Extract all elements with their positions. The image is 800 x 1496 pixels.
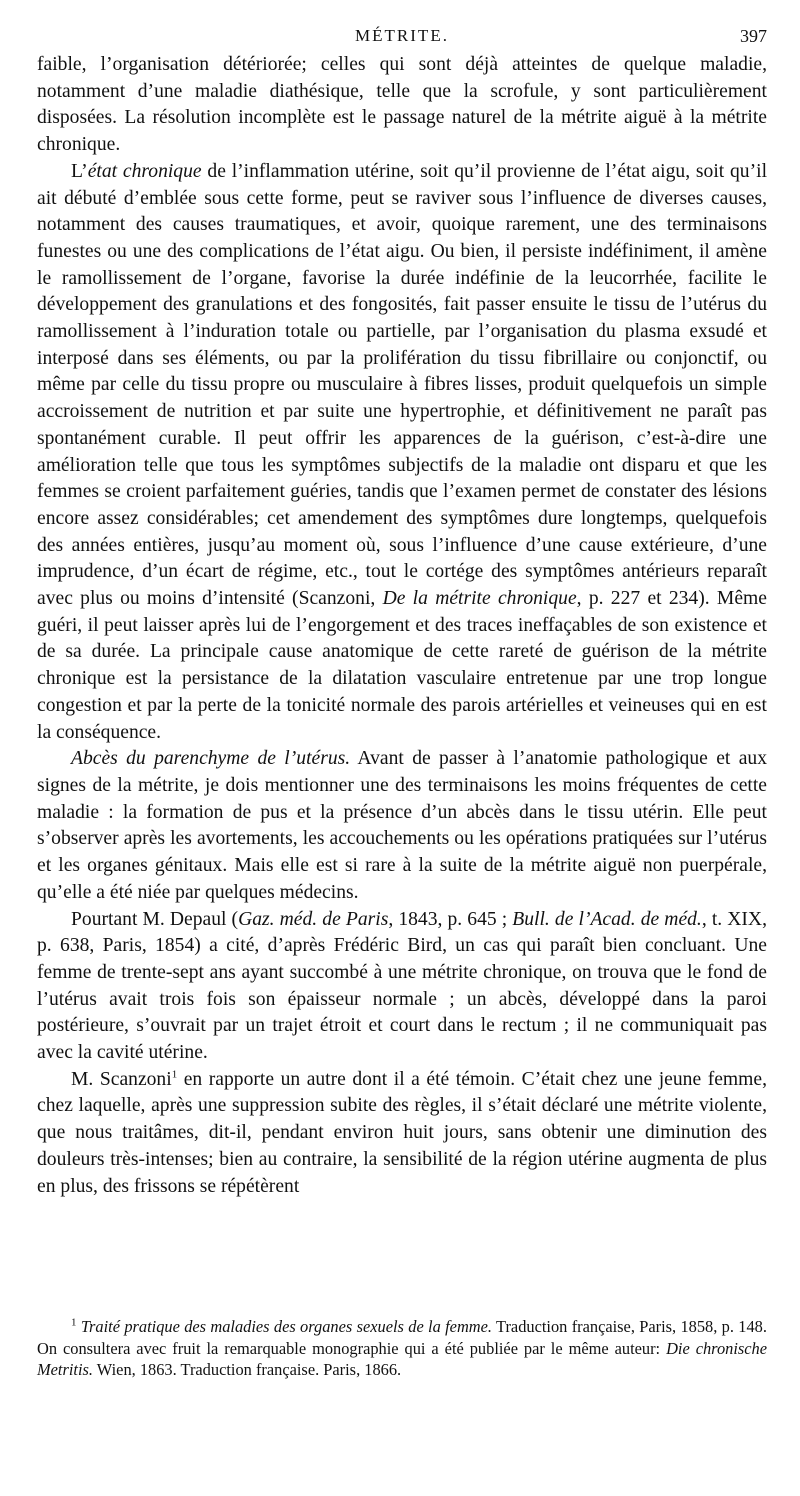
text-run: L’ [71, 160, 88, 182]
text-run: Pourtant M. Depaul ( [71, 908, 239, 930]
italic-text: Gaz. méd. de Paris [238, 908, 389, 930]
italic-text: De la métrite chronique [382, 588, 577, 610]
paragraph [37, 907, 767, 1067]
text-run: , p. 227 et 234). Même guéri, il peut laisser après lui de l’engorgement et des traces ineffaçables de son existence et de sa durée. La principale cause anatomique de cette rareté de guérison de la métrite chronique est la persistance de la dilatation vasculaire entretenue par une trop longue congestion et par la perte de la tonicité normale des parois artérielles et veineuses qui en est la conséquence. [37, 588, 767, 743]
italic-text: Traité pratique des maladies des organes sexuels de la femme. [80, 1317, 492, 1336]
footnotes [37, 1316, 767, 1381]
text-run: , t. XIX, p. 638, Paris, 1854) a cité, d’après Frédéric Bird, un cas qui paraît bien concluant. Une femme de trente-sept ans ayant succombé à une métrite chronique, on trouva que le fond de l’utérus avait trois fois son épaisseur normale ; un abcès, développé dans la paroi postérieure, s’ouvrait par un trajet étroit et court dans le rectum ; il ne communiquait pas avec la cavité utérine. [37, 908, 767, 1064]
italic-text: Die chronische Metritis. [37, 1338, 768, 1379]
italic-text: Abcès du parenchyme de l’utérus. [71, 748, 351, 770]
footnote [37, 1316, 767, 1381]
page [37, 26, 767, 1200]
text-run: de l’inflammation utérine, soit qu’il provienne de l’état aigu, soit qu’il ait débuté d’emblée sous cette forme, peut se raviver sous l’influence de diverses causes, notamment des causes traumatiques, et avoir, quoique rarement, une des terminaisons funestes ou une des complications de l’état aigu. Ou bien, il persiste indéfiniment, il amène le ramollissement de l’organe, favorise la durée indéfinie de la leucorrhée, facilite le développement des granulations et des fongosités, fait passer ensuite le tissu de l’utérus du ramollissement à l’induration totale ou partielle, par l’organisation du plasma exsudé et interposé dans ses éléments, ou par la prolifération du tissu fibrillaire ou conjonctif, ou même par celle du tissu propre ou musculaire à fibres lisses, produit quelquefois un simple accroissement de nutrition et par suite une hypertrophie, et définitivement ne paraît pas spontanément curable. Il peut offrir les apparences de la guérison, c’est-à-dire une amélioration telle que tous les symptômes subjectifs de la maladie ont disparu et que les femmes se croient parfaitement guéries, tandis que l’examen permet de constater des lésions encore assez considérables; cet amendement des symptômes dure longtemps, quelquefois des années entières, jusqu’au moment où, sous l’influence d’une cause extérieure, d’une imprudence, d’un écart de régime, etc., tout le cortége des symptômes antérieurs reparaît avec plus ou moins d’intensité (Scanzoni, [37, 160, 768, 610]
text-run: Wien, 1863. Traduction française. Paris, 1866. [93, 1360, 402, 1379]
paragraph [37, 159, 767, 746]
body-text [37, 52, 767, 1200]
footnote-marker: 1 [171, 1068, 178, 1081]
italic-text: Bull. de l’Acad. de méd. [512, 908, 702, 930]
text-run: Traduction française, Paris, 1858, p. 148. On consultera avec fruit la remarquable monographie qui a été publiée par le même auteur: [37, 1317, 767, 1358]
text-run: M. Scanzoni [71, 1068, 172, 1090]
text-run: , 1843, p. 645 ; [388, 908, 513, 930]
paragraph [37, 1067, 767, 1201]
running-header [37, 26, 767, 52]
page-number: 397 [740, 26, 767, 46]
running-title: MÉTRITE. [355, 26, 449, 45]
text-run: faible, l’organisation détériorée; celles qui sont déjà atteintes de quelque maladie, notamment d’une maladie diathésique, telle que la scrofule, y sont particulièrement disposées. La résolution incomplète est le passage naturel de la métrite aiguë à la métrite chronique. [37, 54, 767, 156]
text-run: en rapporte un autre dont il a été témoin. C’était chez une jeune femme, chez laquelle, après une suppression subite des règles, il s’était déclaré une métrite violente, que nous traitâmes, dit-il, pendant environ huit jours, sans obtenir une diminution des douleurs très-intenses; bien au contraire, la sensibilité de la région utérine augmenta de plus en plus, des frissons se répétèrent [37, 1068, 767, 1197]
footnote-marker: 1 [71, 1316, 77, 1329]
paragraph [37, 746, 767, 906]
text-run: Avant de passer à l’anatomie pathologique et aux signes de la métrite, je dois mentionner une des terminaisons les moins fréquentes de cette maladie : la formation de pus et la présence d’un abcès dans le tissu utérin. Elle peut s’observer après les avortements, les accouchements ou les opérations pratiquées sur l’utérus et les organes génitaux. Mais elle est si rare à la suite de la métrite aiguë non puerpérale, qu’elle a été niée par quelques médecins. [37, 748, 767, 903]
italic-text: état chronique [87, 160, 202, 182]
paragraph [37, 52, 767, 159]
